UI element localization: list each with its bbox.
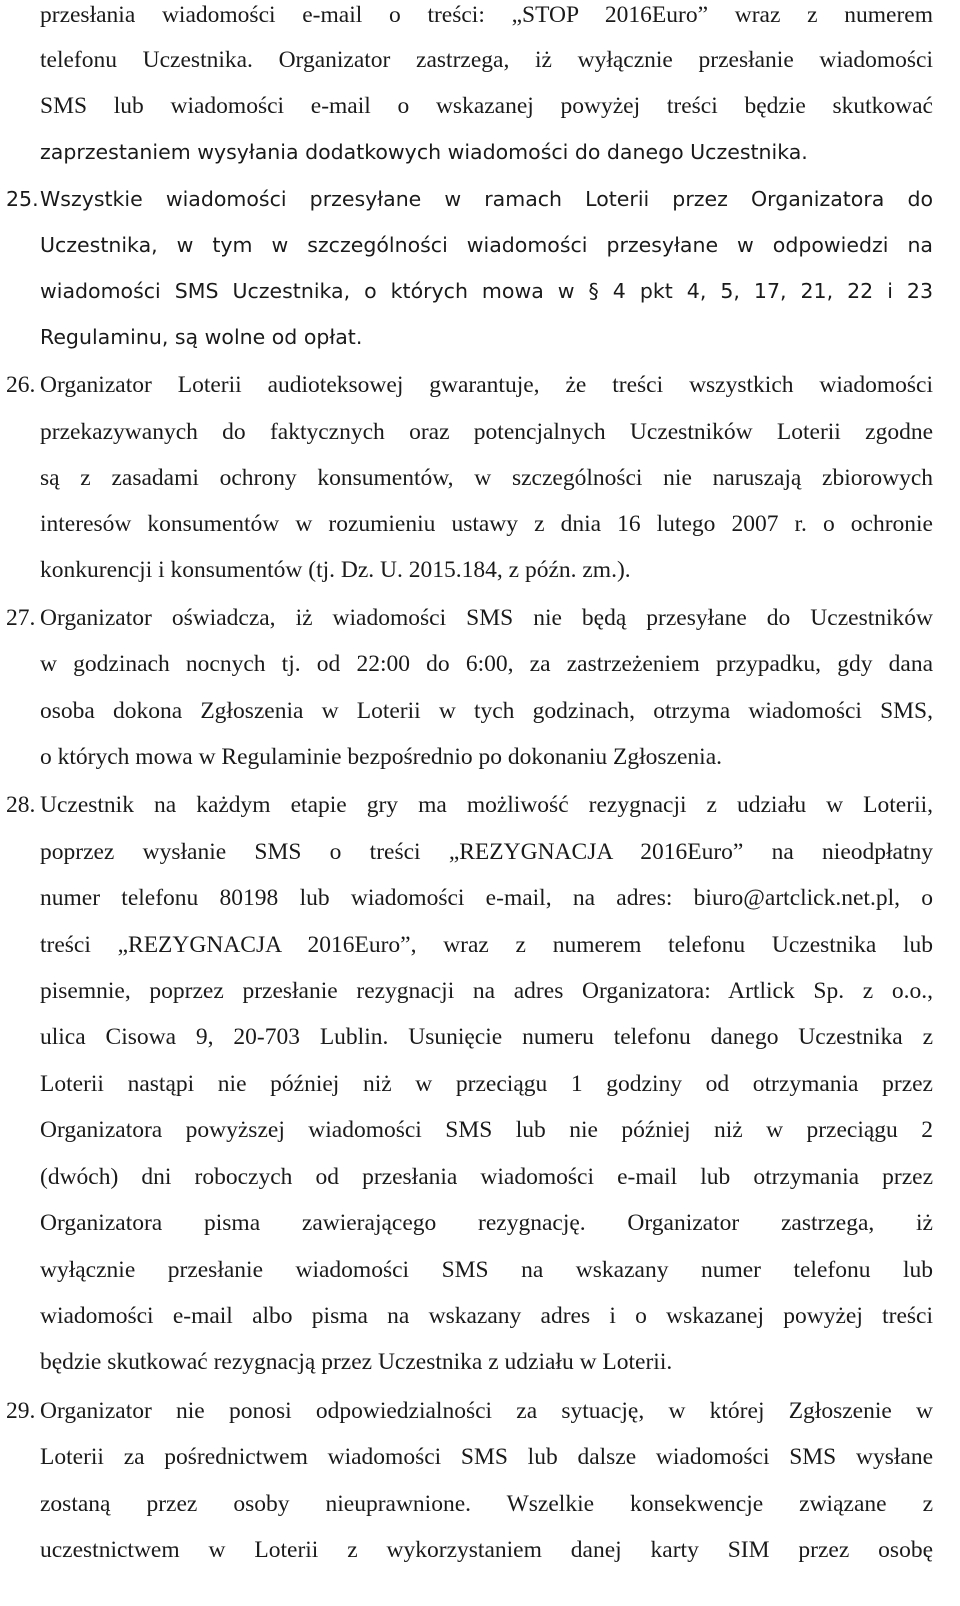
paragraph-26-line: są z zasadami ochrony konsumentów, w szczególności nie naruszają zbiorowych (40, 465, 933, 491)
paragraph-number: 25. (6, 187, 39, 211)
paragraph-28-line: Organizatora pisma zawierającego rezygnację. Organizator zastrzega, iż (40, 1210, 933, 1236)
paragraph-25-line: wiadomości SMS Uczestnika, o których mowa w § 4 pkt 4, 5, 17, 21, 22 i 23 (40, 279, 933, 303)
intro-line: przesłania wiadomości e-mail o treści: „STOP 2016Euro” wraz z numerem (40, 2, 933, 28)
paragraph-27-line: osoba dokona Zgłoszenia w Loterii w tych godzinach, otrzyma wiadomości SMS, (40, 698, 933, 724)
paragraph-28-line: Uczestnik na każdym etapie gry ma możliwość rezygnacji z udziału w Loterii, (40, 792, 933, 818)
paragraph-26-line: konkurencji i konsumentów (tj. Dz. U. 2015.184, z późn. zm.). (40, 557, 631, 583)
intro-line: SMS lub wiadomości e-mail o wskazanej powyżej treści będzie skutkować (40, 93, 933, 119)
paragraph-25-line: Uczestnika, w tym w szczególności wiadomości przesyłane w odpowiedzi na (40, 233, 933, 257)
paragraph-number: 27. (6, 605, 36, 631)
paragraph-26-line: Organizator Loterii audioteksowej gwarantuje, że treści wszystkich wiadomości (40, 372, 933, 398)
paragraph-28-line: (dwóch) dni roboczych od przesłania wiadomości e-mail lub otrzymania przez (40, 1164, 933, 1190)
intro-line: telefonu Uczestnika. Organizator zastrzega, iż wyłącznie przesłanie wiadomości (40, 47, 933, 73)
paragraph-26-line: przekazywanych do faktycznych oraz potencjalnych Uczestników Loterii zgodne (40, 419, 933, 445)
paragraph-number: 29. (6, 1398, 36, 1424)
paragraph-28-line: będzie skutkować rezygnacją przez Uczestnika z udziału w Loterii. (40, 1349, 673, 1375)
paragraph-28-line: Organizatora powyższej wiadomości SMS lub nie później niż w przeciągu 2 (40, 1117, 933, 1143)
paragraph-28-line: wyłącznie przesłanie wiadomości SMS na wskazany numer telefonu lub (40, 1257, 933, 1283)
paragraph-28-line: ulica Cisowa 9, 20-703 Lublin. Usunięcie numeru telefonu danego Uczestnika z (40, 1024, 933, 1050)
paragraph-number: 28. (6, 792, 36, 818)
paragraph-25-line: Regulaminu, są wolne od opłat. (40, 325, 363, 349)
paragraph-28-line: wiadomości e-mail albo pisma na wskazany adres i o wskazanej powyżej treści (40, 1303, 933, 1329)
paragraph-29-line: uczestnictwem w Loterii z wykorzystaniem danej karty SIM przez osobę (40, 1537, 933, 1563)
paragraph-27-line: Organizator oświadcza, iż wiadomości SMS nie będą przesyłane do Uczestników (40, 605, 933, 631)
paragraph-28-line: treści „REZYGNACJA 2016Euro”, wraz z numerem telefonu Uczestnika lub (40, 932, 933, 958)
paragraph-27-line: w godzinach nocnych tj. od 22:00 do 6:00, za zastrzeżeniem przypadku, gdy dana (40, 651, 933, 677)
paragraph-26-line: interesów konsumentów w rozumieniu ustawy z dnia 16 lutego 2007 r. o ochronie (40, 511, 933, 537)
paragraph-29-line: Organizator nie ponosi odpowiedzialności za sytuację, w której Zgłoszenie w (40, 1398, 933, 1424)
paragraph-28-line: pisemnie, poprzez przesłanie rezygnacji na adres Organizatora: Artlick Sp. z o.o., (40, 978, 933, 1004)
paragraph-29-line: Loterii za pośrednictwem wiadomości SMS lub dalsze wiadomości SMS wysłane (40, 1444, 933, 1470)
intro-line: zaprzestaniem wysyłania dodatkowych wiadomości do danego Uczestnika. (40, 140, 808, 164)
paragraph-27-line: o których mowa w Regulaminie bezpośrednio po dokonaniu Zgłoszenia. (40, 744, 722, 770)
paragraph-28-line: poprzez wysłanie SMS o treści „REZYGNACJA 2016Euro” na nieodpłatny (40, 839, 933, 865)
paragraph-28-line: numer telefonu 80198 lub wiadomości e-mail, na adres: biuro@artclick.net.pl, o (40, 885, 933, 911)
paragraph-29-line: zostaną przez osoby nieuprawnione. Wszelkie konsekwencje związane z (40, 1491, 933, 1517)
paragraph-number: 26. (6, 372, 36, 398)
paragraph-28-line: Loterii nastąpi nie później niż w przeciągu 1 godziny od otrzymania przez (40, 1071, 933, 1097)
paragraph-25-line: Wszystkie wiadomości przesyłane w ramach Loterii przez Organizatora do (40, 187, 933, 211)
